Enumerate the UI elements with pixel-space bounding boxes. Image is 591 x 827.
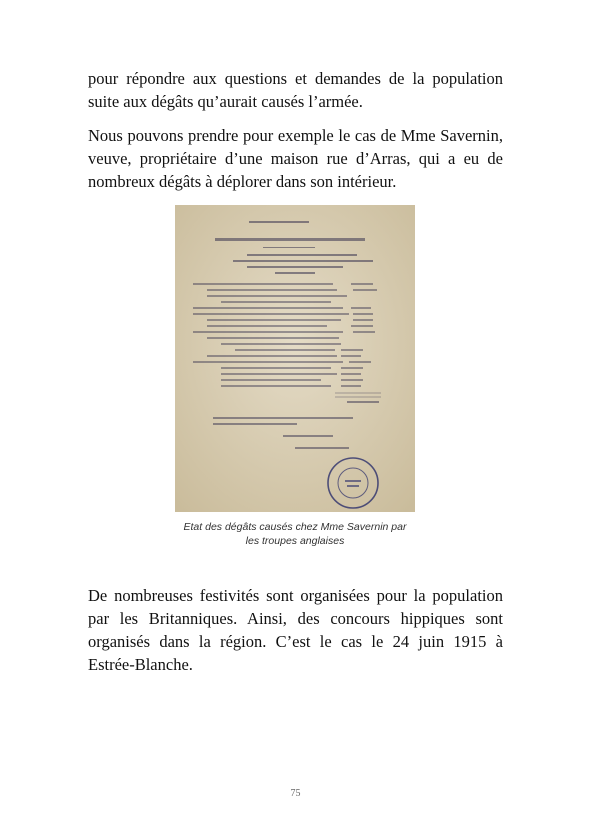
- paragraph-line: par les Britanniques. Ainsi, des concours hippiques sont: [88, 609, 503, 628]
- paragraph-line: Nous pouvons prendre pour exemple le cas de Mme Savernin,: [88, 126, 503, 145]
- document-photo: [175, 205, 415, 512]
- paragraph-line: Estrée-Blanche.: [88, 655, 193, 674]
- paragraph-festivities: [88, 584, 503, 676]
- paragraph-line: suite aux dégâts qu’aurait causés l’armée.: [88, 92, 363, 111]
- caption-line: Etat des dégâts causés chez Mme Savernin par: [183, 521, 407, 533]
- caption-line: les troupes anglaises: [245, 535, 345, 547]
- paragraph-example: [88, 124, 503, 193]
- paragraph-line: nombreux dégâts à déplorer dans son intérieur.: [88, 172, 397, 191]
- paragraph-line: De nombreuses festivités sont organisées pour la population: [88, 586, 503, 605]
- scanned-document-image: [175, 205, 415, 512]
- paragraph-line: veuve, propriétaire d’une maison rue d’Arras, qui a eu de: [88, 149, 503, 168]
- paragraph-line: pour répondre aux questions et demandes de la population: [88, 69, 503, 88]
- paragraph-line: organisés dans la région. C’est le cas le 24 juin 1915 à: [88, 632, 503, 651]
- paragraph-intro: [88, 67, 503, 113]
- page-number: 75: [290, 788, 301, 799]
- figure-caption: [150, 520, 440, 548]
